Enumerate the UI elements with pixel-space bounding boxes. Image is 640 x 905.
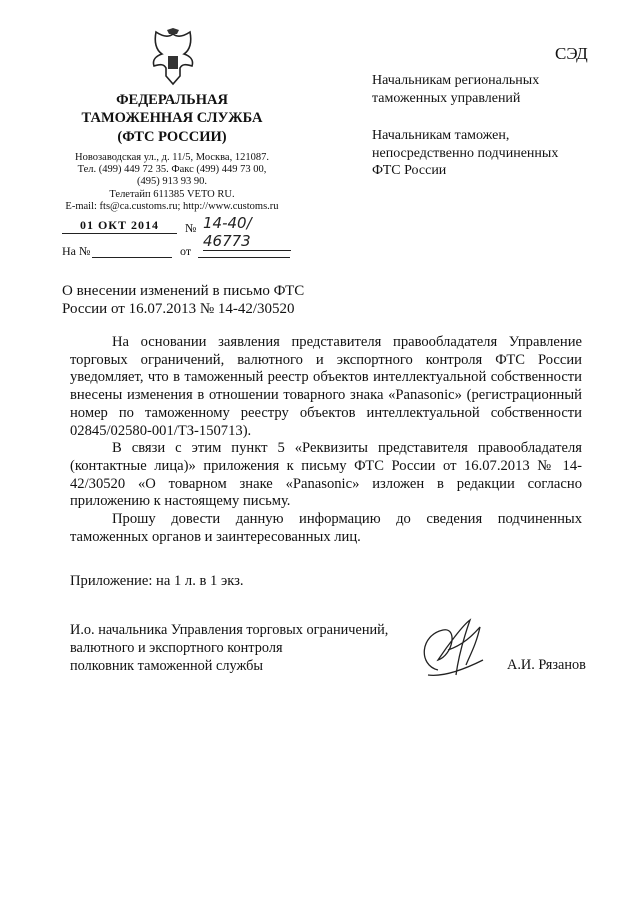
sed-mark: СЭД xyxy=(555,44,588,63)
addressee-line: непосредственно подчиненных xyxy=(372,145,559,161)
signatory-position xyxy=(70,621,388,675)
position-line: полковник таможенной службы xyxy=(70,658,264,674)
address-line: Новозаводская ул., д. 11/5, Москва, 121087. xyxy=(75,152,269,163)
reply-number-label: На № xyxy=(62,244,91,258)
position-line: валютного и экспортного контроля xyxy=(70,640,283,656)
handwritten-signature xyxy=(408,615,488,685)
body-paragraph: Прошу довести данную информацию до сведения подчиненных таможенных органов и заинтересованных лиц. xyxy=(70,511,582,545)
email-line: E-mail: fts@ca.customs.ru; http://www.customs.ru xyxy=(65,200,279,212)
letter-body xyxy=(70,334,582,546)
address-block xyxy=(62,152,282,213)
outgoing-number: 14-40/ 46773 xyxy=(203,214,291,251)
number-label: № xyxy=(185,221,197,235)
subject xyxy=(62,282,304,318)
addressee-customs xyxy=(372,127,558,180)
russian-emblem-icon xyxy=(148,28,198,86)
attachment-note: Приложение: на 1 л. в 1 экз. xyxy=(70,573,244,589)
teletype-line: Телетайп 611385 VETO RU. xyxy=(109,188,235,200)
date-stamp: 01 ОКТ 2014 xyxy=(62,218,177,234)
signatory-name: А.И. Рязанов xyxy=(507,657,586,673)
org-name-line2: ТАМОЖЕННАЯ СЛУЖБА xyxy=(81,110,263,126)
phone-line: Тел. (499) 449 72 35. Факс (499) 449 73 00, xyxy=(77,164,267,176)
reply-date-line xyxy=(198,257,290,258)
org-short-name: (ФТС РОССИИ) xyxy=(117,129,227,145)
position-line: И.о. начальника Управления торговых ограничений, xyxy=(70,622,389,638)
phone-line: (495) 913 93 90. xyxy=(137,176,207,188)
org-name-line1: ФЕДЕРАЛЬНАЯ xyxy=(116,92,228,108)
reply-date-label: от xyxy=(180,244,192,258)
addressee-regional xyxy=(372,72,539,107)
addressee-line: ФТС России xyxy=(372,163,447,178)
body-paragraph: На основании заявления представителя правообладателя Управление торговых ограничений, валютного и экспортного контроля ФТС России уведомляет, что в таможенный реестр объектов интеллектуальной собственности внесены изменения в отношении товарного знака «Panasonic» (регистрационный номер по таможенному реестру объектов интеллектуальной собственности 02845/02580-001/ТЗ-150713). xyxy=(70,334,582,439)
addressee-line: Начальникам таможен, xyxy=(372,128,510,143)
subject-line: О внесении изменений в письмо ФТС xyxy=(62,283,305,299)
addressee-line: Начальникам региональных xyxy=(372,73,540,88)
reply-number-line xyxy=(92,257,172,258)
body-paragraph: В связи с этим пункт 5 «Реквизиты представителя правообладателя (контактные лица)» приложения к письму ФТС России от 16.07.2013 № 14-42/30520 «О товарном знаке «Panasonic» изложен в редакции согласно приложению к настоящему письму. xyxy=(70,440,582,510)
subject-line: России от 16.07.2013 № 14-42/30520 xyxy=(62,301,295,317)
addressee-line: таможенных управлений xyxy=(372,90,521,106)
